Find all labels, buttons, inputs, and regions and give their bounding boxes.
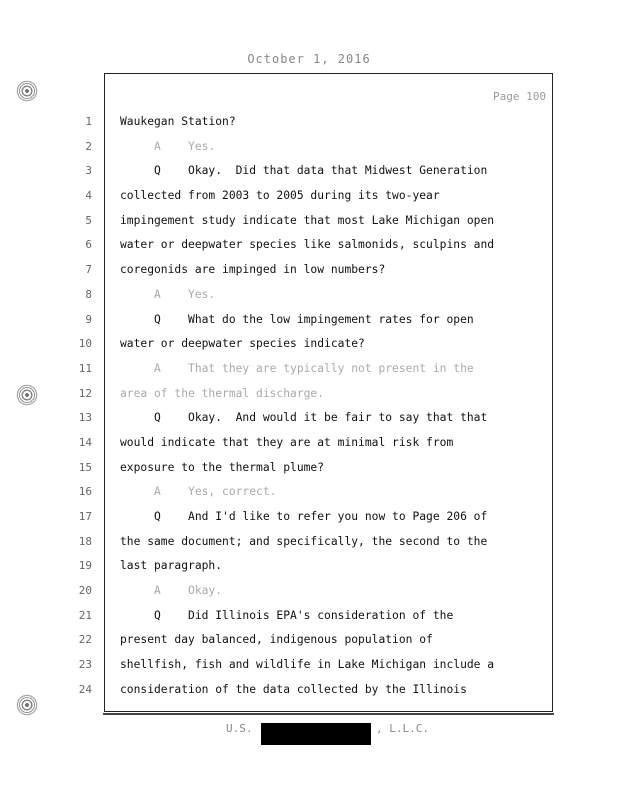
transcript-line: collected from 2003 to 2005 during its two-year — [120, 189, 440, 203]
line-number: 23 — [78, 658, 92, 672]
line-number: 9 — [85, 312, 92, 326]
line-number: 13 — [78, 411, 92, 425]
line-number: 3 — [85, 164, 92, 178]
line-number: 16 — [78, 485, 92, 499]
transcript-line: A Yes. — [120, 139, 216, 153]
transcript-line: Q What do the low impingement rates for open — [120, 312, 474, 326]
transcript-line: Q Okay. Did that data that Midwest Generation — [120, 164, 488, 178]
transcript-line: coregonids are impinged in low numbers? — [120, 263, 386, 277]
transcript-line: Q Did Illinois EPA's consideration of the — [120, 608, 454, 622]
line-number: 12 — [78, 386, 92, 400]
line-number: 4 — [85, 189, 92, 203]
punch-hole-icon — [16, 694, 38, 716]
transcript-line: water or deepwater species indicate? — [120, 337, 365, 351]
transcript-line: Q Okay. And would it be fair to say that that — [120, 411, 488, 425]
transcript-line: area of the thermal discharge. — [120, 386, 325, 400]
transcript-line: Q And I'd like to refer you now to Page 206 of — [120, 510, 488, 523]
line-number: 6 — [85, 238, 92, 252]
line-number: 1 — [85, 115, 92, 128]
line-number: 14 — [78, 435, 92, 449]
line-number: 24 — [78, 682, 92, 696]
line-number: 2 — [85, 139, 92, 153]
footer-right-text: , L.L.C. — [376, 722, 429, 735]
line-number: 19 — [78, 559, 92, 573]
transcript-body — [120, 110, 540, 703]
line-number: 8 — [85, 287, 92, 301]
line-number: 7 — [85, 263, 92, 277]
transcript-line: the same document; and specifically, the second to the — [120, 534, 488, 548]
transcript-line: exposure to the thermal plume? — [120, 460, 325, 474]
transcript-line: consideration of the data collected by the Illinois — [120, 682, 467, 696]
transcript-line: Waukegan Station? — [120, 115, 236, 128]
page-number: Page 100 — [493, 90, 546, 103]
transcript-line: A Yes, correct. — [120, 485, 277, 499]
line-number: 18 — [78, 534, 92, 548]
line-number-column — [66, 110, 98, 703]
transcript-line: A That they are typically not present in the — [120, 361, 474, 375]
line-number: 5 — [85, 213, 92, 227]
punch-hole-icon — [16, 384, 38, 406]
header-date: October 1, 2016 — [247, 52, 371, 66]
transcript-line: impingement study indicate that most Lake Michigan open — [120, 213, 495, 227]
transcript-line: would indicate that they are at minimal risk from — [120, 435, 454, 449]
line-number: 21 — [78, 608, 92, 622]
transcript-line: water or deepwater species like salmonids, sculpins and — [120, 238, 495, 252]
line-number: 20 — [78, 584, 92, 598]
transcript-line: present day balanced, indigenous population of — [120, 633, 433, 647]
line-number: 22 — [78, 633, 92, 647]
transcript-line: last paragraph. — [120, 559, 223, 573]
line-number: 17 — [78, 510, 92, 523]
line-number: 10 — [78, 337, 92, 351]
line-number: 11 — [78, 361, 92, 375]
redaction-block — [261, 723, 371, 745]
punch-hole-icon — [16, 80, 38, 102]
line-number: 15 — [78, 460, 92, 474]
footer-left-text: U.S. — [226, 722, 253, 735]
transcript-line: A Okay. — [120, 584, 223, 598]
transcript-line: A Yes. — [120, 287, 216, 301]
transcript-line: shellfish, fish and wildlife in Lake Michigan include a — [120, 658, 495, 672]
